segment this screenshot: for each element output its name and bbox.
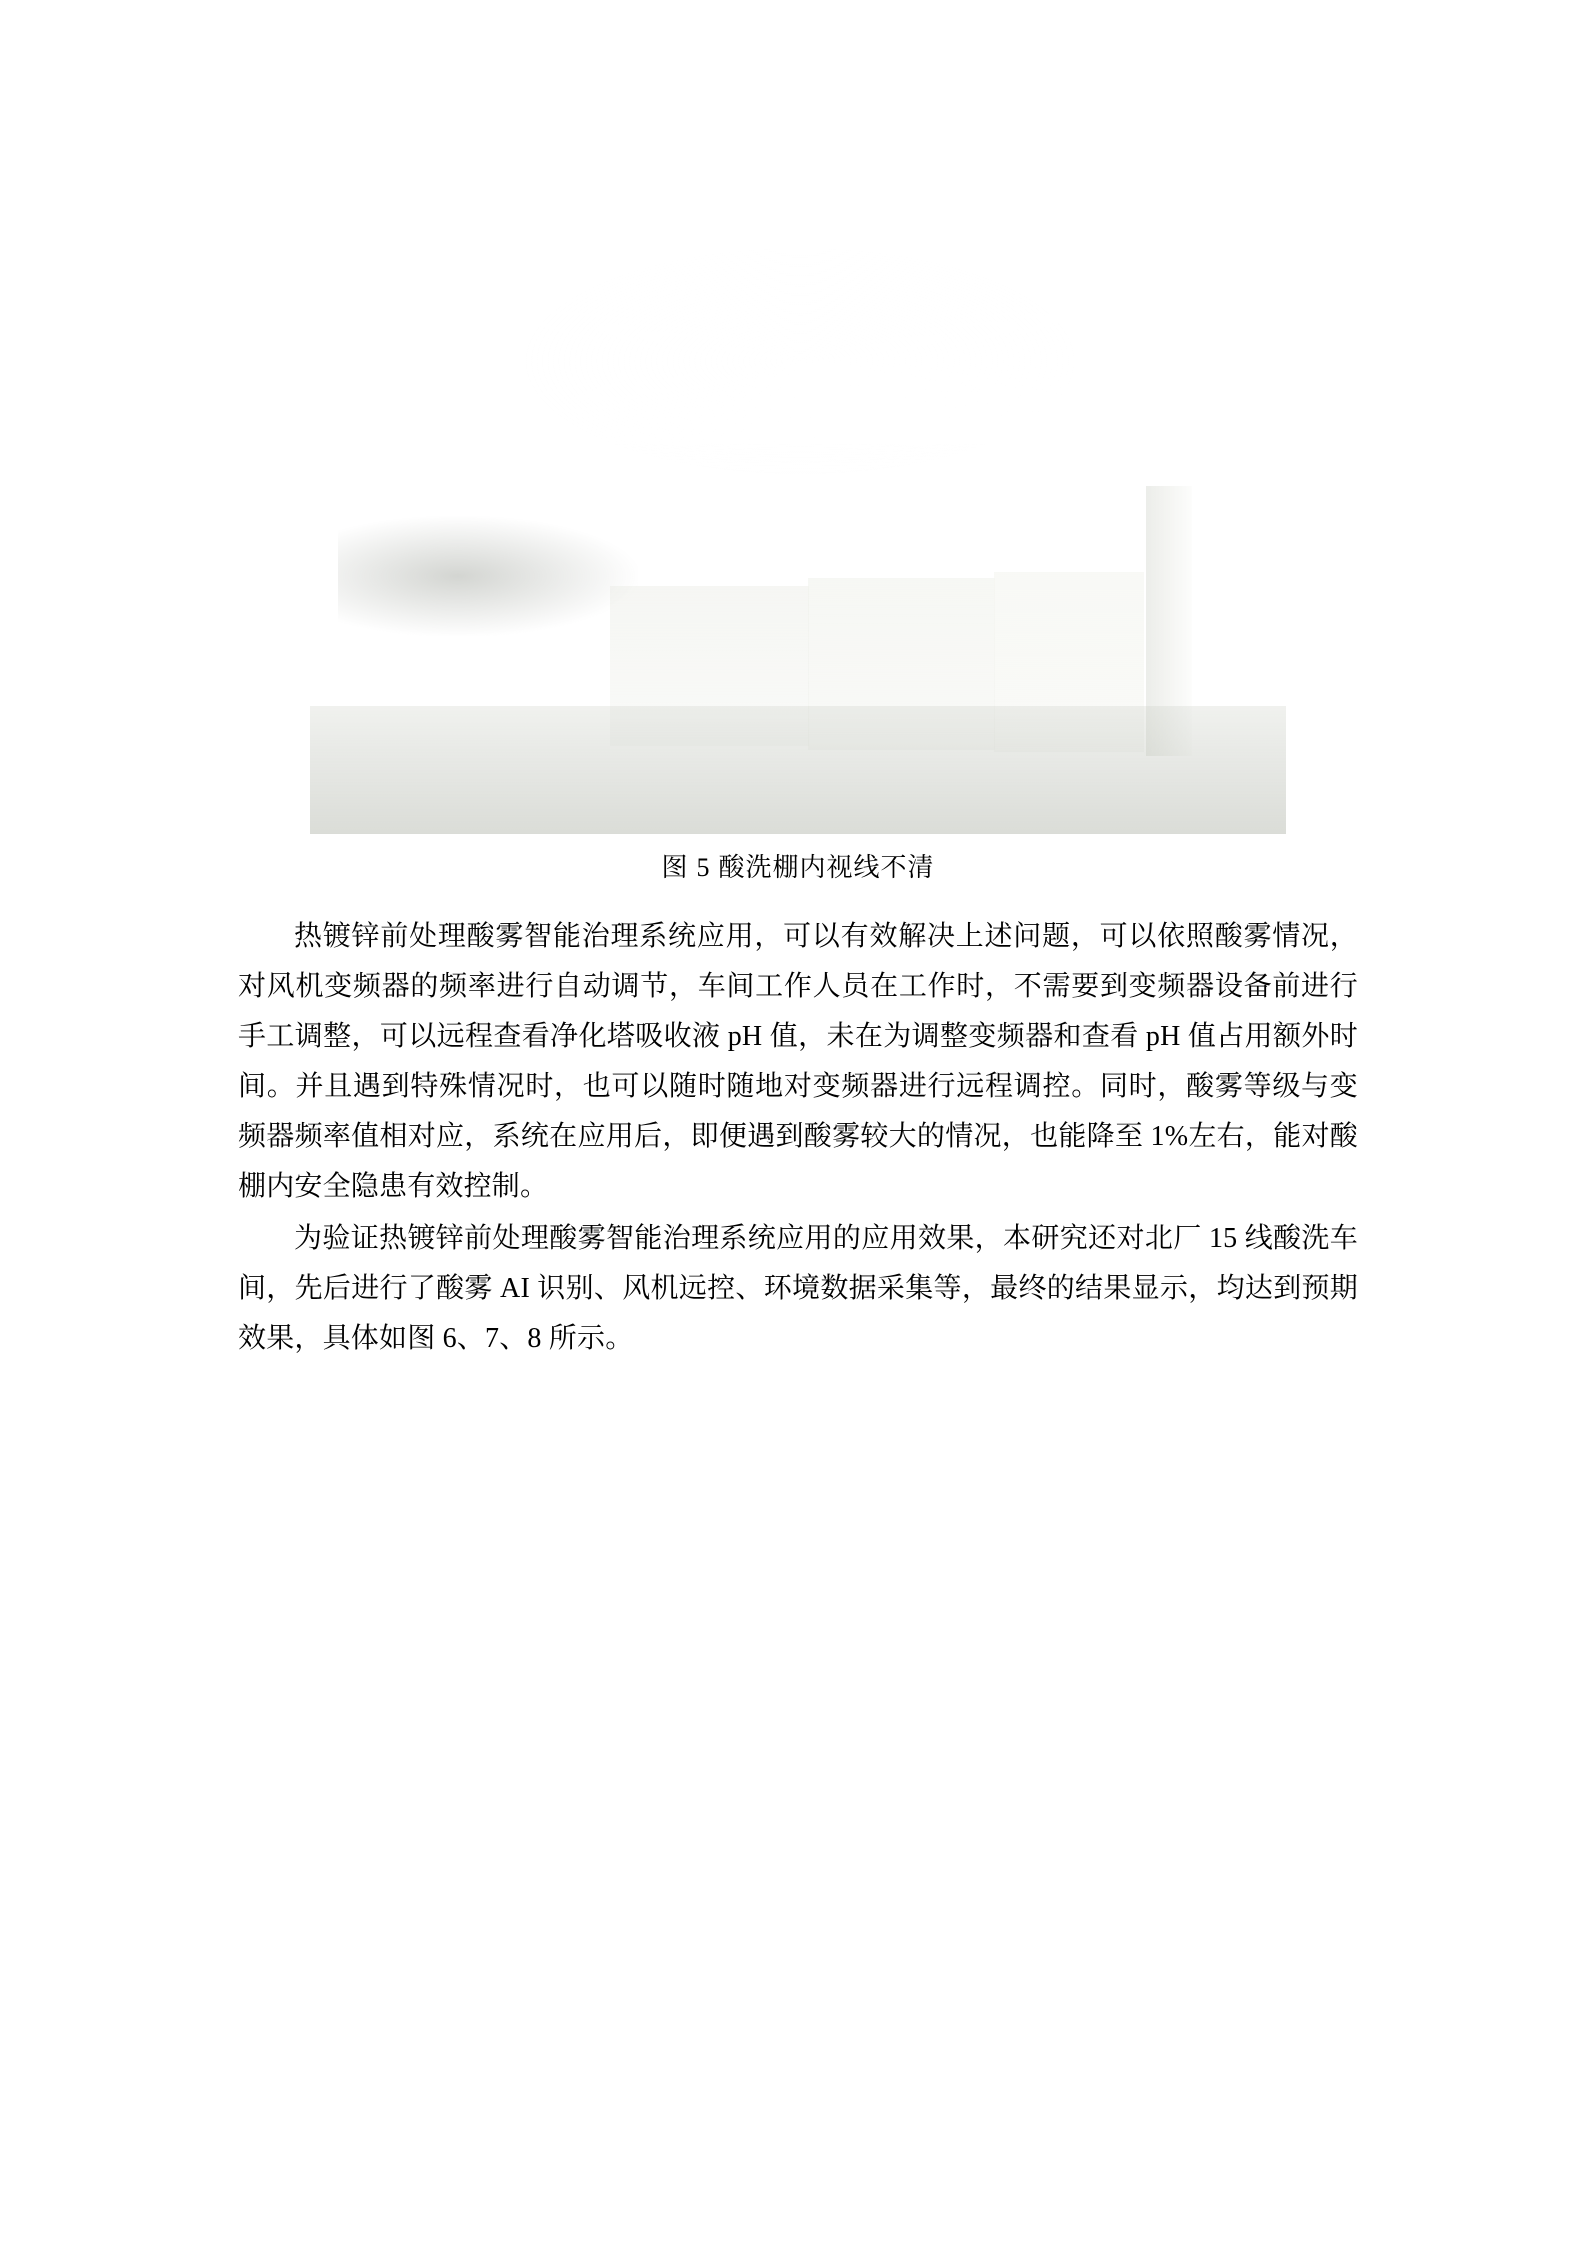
figure-5-caption — [661, 850, 934, 886]
page-content — [238, 186, 1358, 1366]
photo-ceiling-beam — [310, 444, 1286, 478]
figure-caption-number: 5 — [696, 853, 711, 882]
figure-5-image — [310, 186, 1286, 834]
figure-5 — [238, 186, 1358, 886]
photo-dark-region-left — [338, 516, 638, 636]
paragraph-1: 热镀锌前处理酸雾智能治理系统应用，可以有效解决上述问题，可以依照酸雾情况，对风机变频器的频率进行自动调节，车间工作人员在工作时，不需要到变频器设备前进行手工调整，可以远程查看净化塔吸收液 pH 值，未在为调整变频器和查看 pH 值占用额外时间。并且遇到特殊情况时，也可以随时随地对变频器进行远程调控。同时，酸雾等级与变频器频率值相对应，系统在应用后，即便遇到酸雾较大的情况，也能降至 1%左右，能对酸棚内安全隐患有效控制。 — [238, 921, 1358, 1203]
paragraph-2: 为验证热镀锌前处理酸雾智能治理系统应用的应用效果，本研究还对北厂 15 线酸洗车间，先后进行了酸雾 AI 识别、风机远控、环境数据采集等，最终的结果显示，均达到预期效果，具体如图 6、7、8 所示。 — [238, 1223, 1358, 1355]
figure-caption-text: 酸洗棚内视线不清 — [718, 853, 935, 882]
photo-pillar — [1146, 486, 1192, 756]
photo-tank-c — [994, 572, 1144, 752]
photo-haze-glow — [520, 246, 1080, 476]
photo-tank-b — [808, 578, 995, 750]
figure-caption-label: 图 — [661, 853, 689, 882]
photo-tank-a — [610, 586, 809, 746]
photo-floor — [310, 706, 1286, 834]
body-text — [238, 912, 1358, 1364]
